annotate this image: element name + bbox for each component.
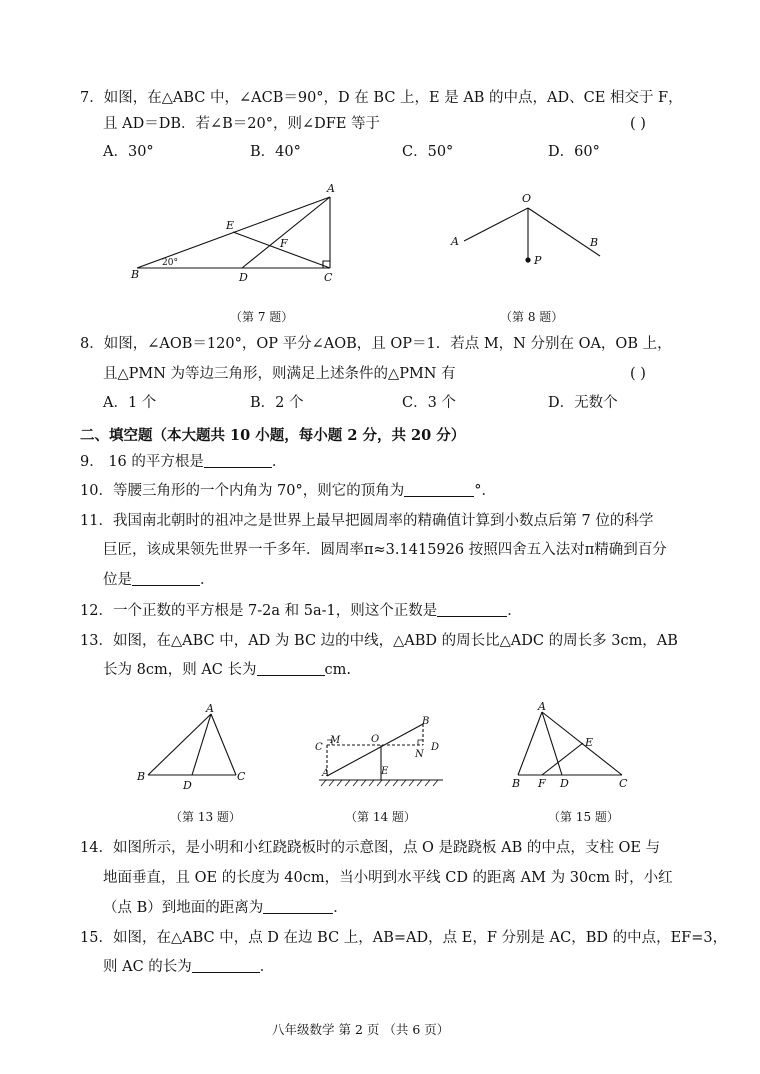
q10-line [80, 481, 496, 501]
q14-label-e: E [381, 766, 389, 777]
q15-caption: （第 15 题） [548, 810, 619, 824]
q8-option-b: B．2 个 [250, 395, 304, 411]
section-fill-in-heading: 二、填空题（本大题共 10 小题，每小题 2 分，共 20 分） [80, 427, 466, 444]
q7-label-d: D [239, 271, 248, 284]
page-footer: 八年级数学 第 2 页 （共 6 页） [272, 1022, 450, 1037]
q7-label-b: B [131, 268, 140, 281]
q14-label-c: C [315, 742, 323, 753]
q7-label-a: A [327, 182, 335, 195]
q15-answer-blank[interactable] [192, 958, 260, 973]
q7-option-a: A．30° [103, 144, 154, 160]
q15-line2: 则 AC 的长为 [103, 959, 192, 975]
q13-line2: 长为 8cm，则 AC 长为 [103, 662, 257, 678]
q12-line [80, 601, 522, 621]
q14-label-b: B [422, 716, 430, 727]
q11-line2: 巨匠，该成果领先世界一千多年．圆周率π≈3.1415926 按照四舍五入法对π精确到百分 [103, 542, 667, 558]
q14-label-d: D [431, 742, 440, 753]
q13-tail: cm. [324, 662, 351, 678]
q7-option-d: D．60° [548, 144, 600, 160]
q11-answer-blank[interactable] [132, 571, 200, 586]
q12-answer-blank[interactable] [437, 602, 507, 617]
q13-label-d: D [183, 779, 192, 792]
q14-label-a: A [322, 768, 330, 779]
q14-caption: （第 14 题） [345, 810, 416, 824]
q9-tail: ． [271, 454, 287, 470]
q13-figure [135, 702, 255, 794]
q15-label-b: B [512, 777, 521, 790]
q14-line2: 地面垂直，且 OE 的长度为 40cm，当小明到水平线 CD 的距离 AM 为 30cm 时，小红 [103, 870, 673, 886]
q8-option-d: D．无数个 [548, 395, 618, 411]
q7-line1: 7．如图，在△ABC 中，∠ACB＝90°，D 在 BC 上，E 是 AB 的中点，AD、CE 相交于 F， [80, 90, 683, 106]
q15-line1: 15．如图，在△ABC 中，点 D 在边 BC 上，AB=AD，点 E，F 分别是 AC，BD 的中点，EF=3， [80, 930, 728, 946]
q8-caption: （第 8 题） [500, 310, 564, 324]
q8-label-o: O [522, 192, 532, 205]
q11-line3-wrap [103, 570, 215, 590]
q11-tail: ． [200, 572, 215, 588]
q7-angle-label: 20° [162, 258, 178, 268]
q12-text: 12．一个正数的平方根是 7-2a 和 5a-1，则这个正数是 [80, 603, 438, 619]
q7-label-f: F [280, 237, 288, 250]
q10-text: 10．等腰三角形的一个内角为 70°，则它的顶角为 [80, 483, 405, 499]
q14-line1: 14．如图所示，是小明和小红跷跷板时的示意图，点 O 是跷跷板 AB 的中点，支柱 OE 与 [80, 840, 661, 856]
q8-line2: 且△PMN 为等边三角形，则满足上述条件的△PMN 有 [103, 366, 456, 382]
q8-label-p: P [534, 254, 542, 267]
q13-label-a: A [206, 702, 214, 715]
q15-figure [505, 700, 635, 792]
q13-line1: 13．如图，在△ABC 中，AD 为 BC 边的中线，△ABD 的周长比△ADC 的周长多 3cm，AB [80, 633, 678, 649]
q7-label-c: C [324, 271, 333, 284]
q11-line3: 位是 [103, 572, 132, 588]
q13-label-c: C [237, 770, 246, 783]
q15-label-a: A [538, 700, 546, 713]
q14-line3-wrap [103, 898, 348, 918]
q11-line1: 11．我国南北朝时的祖冲之是世界上最早把圆周率的精确值计算到小数点后第 7 位的科学 [80, 513, 654, 529]
q7-answer-paren: ( ) [630, 116, 646, 132]
q14-line3: （点 B）到地面的距离为 [103, 900, 264, 916]
q8-line1: 8．如图，∠AOB＝120°，OP 平分∠AOB，且 OP＝1．若点 M，N 分别在 OA，OB 上， [80, 336, 672, 352]
q14-answer-blank[interactable] [263, 899, 333, 914]
q15-line2-wrap [103, 957, 274, 977]
q8-figure [445, 188, 615, 278]
q7-figure [120, 180, 350, 290]
q15-label-c: C [619, 777, 628, 790]
q8-option-a: A．1 个 [103, 395, 157, 411]
q13-label-b: B [137, 770, 146, 783]
q7-option-b: B．40° [250, 144, 301, 160]
q15-label-d: D [560, 777, 569, 790]
q7-caption: （第 7 题） [230, 310, 294, 324]
q15-label-e: E [585, 736, 594, 749]
q14-label-n: N [415, 749, 424, 760]
q10-answer-blank[interactable] [404, 482, 474, 497]
q14-label-m: M [330, 735, 341, 746]
q8-point-p [525, 257, 530, 262]
q14-label-o: O [371, 734, 380, 745]
q14-tail: ． [333, 900, 348, 916]
q9-text: 9． 16 的平方根是 [80, 454, 204, 470]
q15-tail: ． [259, 959, 275, 975]
q9-line [80, 452, 286, 472]
q8-label-a: A [451, 235, 459, 248]
q8-answer-paren: ( ) [630, 366, 646, 382]
q13-line2-wrap [103, 660, 351, 680]
q7-line2: 且 AD＝DB．若∠B＝20°，则∠DFE 等于 [103, 116, 381, 132]
q12-tail: ． [507, 603, 522, 619]
q9-answer-blank[interactable] [204, 453, 272, 468]
q8-option-c: C．3 个 [402, 395, 456, 411]
q8-label-b: B [590, 236, 599, 249]
q7-label-e: E [226, 219, 235, 232]
q14-figure [305, 710, 455, 800]
q13-answer-blank[interactable] [257, 661, 325, 676]
q10-tail: °． [474, 483, 497, 499]
q7-option-c: C．50° [402, 144, 454, 160]
q13-caption: （第 13 题） [170, 810, 241, 824]
q15-label-f: F [538, 777, 546, 790]
